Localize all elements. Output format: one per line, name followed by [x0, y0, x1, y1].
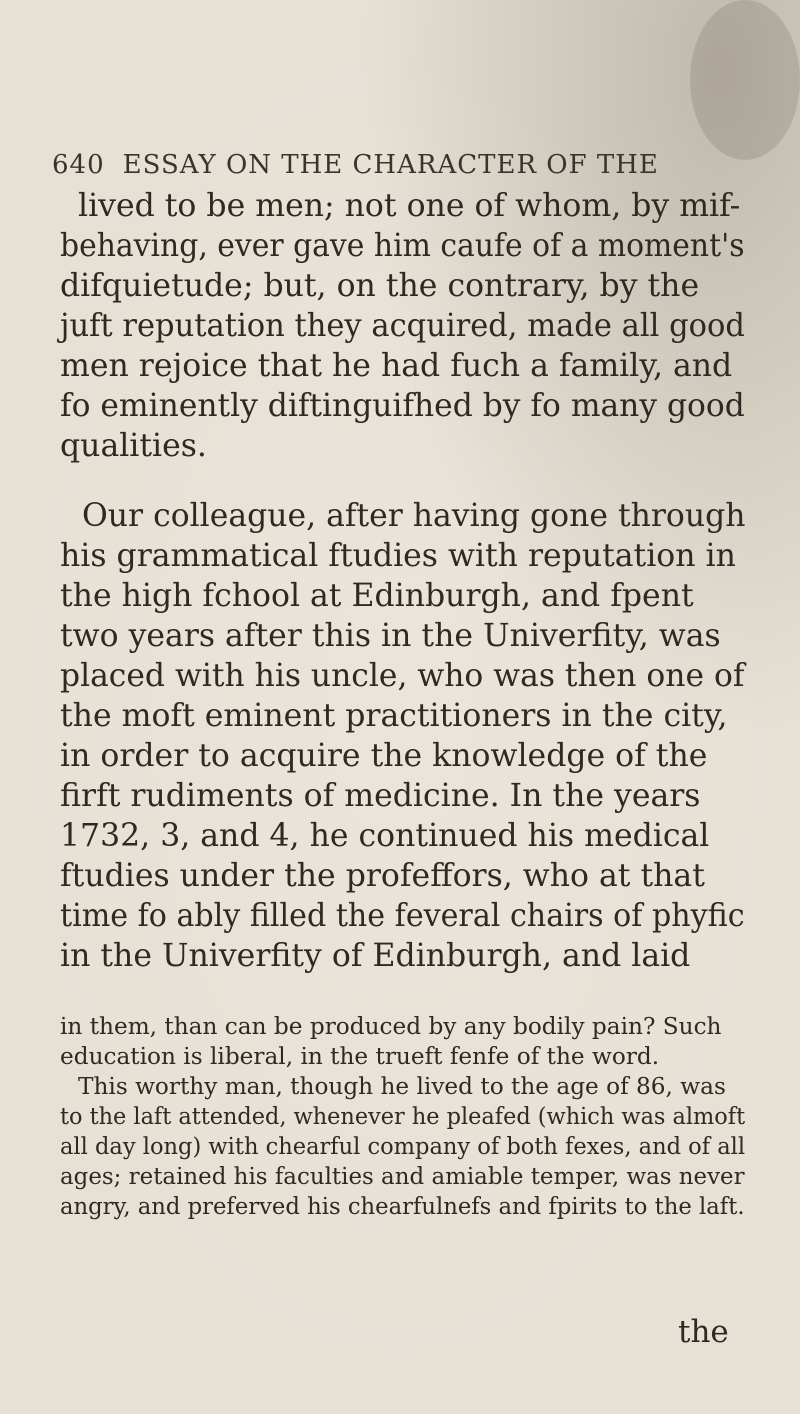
running-title: ESSAY ON THE CHARACTER OF THE — [122, 150, 659, 180]
text-line: his grammatical ftudies with reputation in — [60, 538, 736, 574]
footnote-line: education is liberal, in the trueft fenfe of the word. — [60, 1043, 660, 1070]
text-line: two years after this in the Univerfity, was — [60, 618, 721, 654]
text-line: men rejoice that he had fuch a family, and — [60, 348, 733, 384]
text-line: the moft eminent practitioners in the city, — [60, 698, 728, 734]
text-line: Our colleague, after having gone through — [82, 498, 746, 534]
footnote-line: in them, than can be produced by any bodily pain? Such — [60, 1013, 722, 1040]
footnote-line: all day long) with chearful company of both fexes, and of all — [60, 1133, 746, 1160]
text-line: 1732, 3, and 4, he continued his medical — [60, 818, 710, 854]
text-line: ftudies under the profeffors, who at that — [60, 858, 705, 894]
page-number: 640 — [52, 150, 105, 180]
text-line: firft rudiments of medicine. In the years — [60, 778, 701, 814]
footnote-line: This worthy man, though he lived to the age of 86, was — [78, 1073, 726, 1100]
text-line: qualities. — [60, 428, 207, 464]
text-line: the high fchool at Edinburgh, and fpent — [60, 578, 694, 614]
footnote-line: to the laft attended, whenever he pleafed (which was almoft — [60, 1103, 746, 1130]
text-line: time fo ably filled the feveral chairs of phyfic — [60, 898, 745, 934]
text-line: in the Univerfity of Edinburgh, and laid — [60, 938, 691, 974]
text-line: placed with his uncle, who was then one of — [60, 658, 745, 694]
text-line: lived to be men; not one of whom, by mif- — [78, 188, 741, 224]
page-stain — [690, 0, 800, 160]
footnote-line: ages; retained his faculties and amiable temper, was never — [60, 1163, 745, 1190]
footnote-line: angry, and preferved his chearfulnefs and fpirits to the laft. — [60, 1193, 745, 1220]
text-line: fo eminently diftinguifhed by fo many good — [60, 388, 745, 424]
catchword: the — [678, 1314, 729, 1350]
text-line: behaving, ever gave him caufe of a moment's — [60, 228, 745, 264]
text-line: difquietude; but, on the contrary, by the — [60, 268, 700, 304]
running-header — [52, 150, 659, 180]
text-line: in order to acquire the knowledge of the — [60, 738, 708, 774]
text-line: juft reputation they acquired, made all good — [60, 308, 745, 344]
